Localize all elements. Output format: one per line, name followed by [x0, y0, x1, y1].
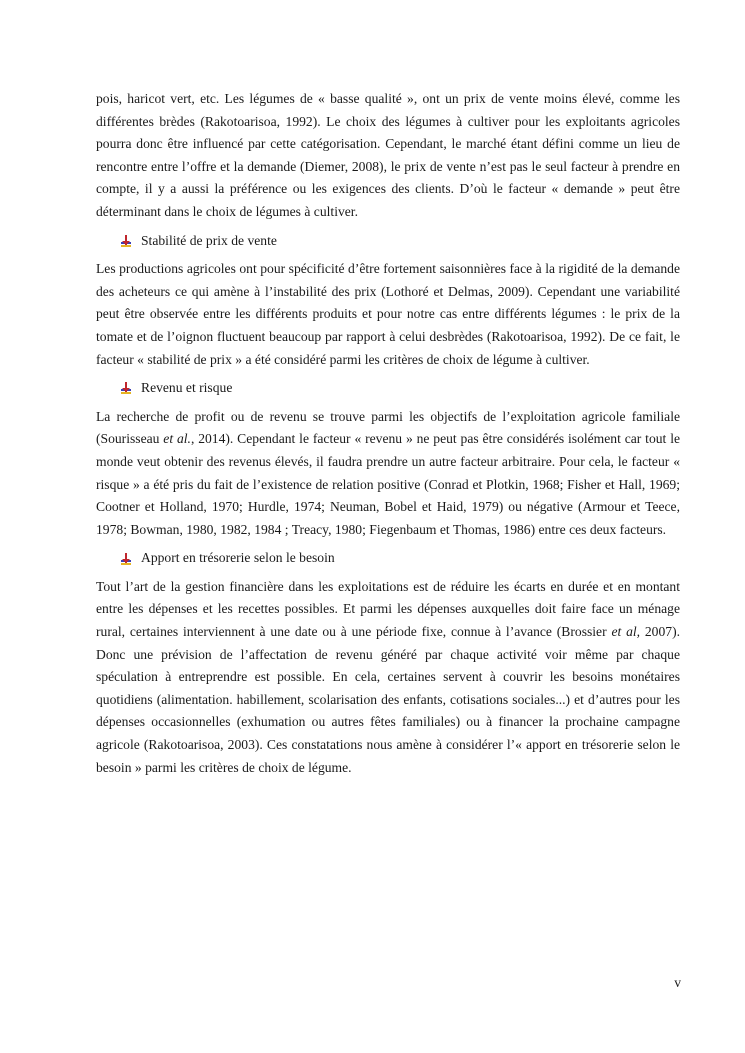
text-run: La recherche de profit ou de revenu se trouve parmi les objectifs de l’exploitation agricole familiale (Sourisseau: [96, 408, 680, 447]
text-run: Les productions agricoles ont pour spécificité d’être fortement saisonnières face à la rigidité de la demande des acheteurs ce qui amène à l’instabilité des prix (Lothoré et Delmas, 2009). Cependant une variabilité peut être observée entre les différents produits et pour notre cas entre différents légumes : le prix de la tomate et de l’oignon fluctuent beaucoup par rapport à celui desbrèdes (Rakotoarisoa, 1992). De ce fait, le facteur « stabilité de prix » a été considéré parmi les critères de choix de légume à cultiver.: [96, 261, 680, 367]
bullet-heading: [119, 230, 680, 253]
arrow-bullet-icon: [119, 234, 133, 248]
italic-text-run: et al,: [611, 624, 641, 640]
document-body: [96, 88, 680, 785]
page-number: v: [674, 975, 681, 990]
text-run: Tout l’art de la gestion financière dans les exploitations est de réduire les écarts en durée et en montant entre les dépenses et les recettes possibles. Et parmi les dépenses auxquelles doit faire face un ménage rural, certaines interviennent à une date ou à une période fixe, connue à l’avance (Brossier: [96, 578, 680, 640]
italic-text-run: et al.: [163, 431, 191, 447]
bullet-heading: [119, 547, 680, 570]
arrow-bullet-icon: [119, 552, 133, 566]
bullet-heading-text: Revenu et risque: [141, 380, 233, 396]
bullet-heading-text: Stabilité de prix de vente: [141, 232, 277, 248]
body-paragraph: [96, 406, 680, 542]
arrow-bullet-icon: [119, 381, 133, 395]
bullet-heading-text: Apport en trésorerie selon le besoin: [141, 550, 335, 566]
bullet-heading: [119, 377, 680, 400]
text-run: , 2014). Cependant le facteur « revenu » ne peut pas être considérés isolément car tout le monde veut obtenir des revenus élevés, il faudra prendre un autre facteur arbitraire. Pour cela, le facteur « risque » a été pris du fait de l’existence de relation positive (Conrad et Plotkin, 1968; Fisher et Hall, 1969; Cootner et Holland, 1970; Hurdle, 1974; Neuman, Bobel et Haid, 1979) ou négative (Armour et Teece, 1978; Bowman, 1980, 1982, 1984 ; Treacy, 1980; Fiegenbaum et Thomas, 1986) entre ces deux facteurs.: [96, 431, 680, 537]
body-paragraph: [96, 88, 680, 224]
text-run: pois, haricot vert, etc. Les légumes de « basse qualité », ont un prix de vente moins élevé, comme les différentes brèdes (Rakotoarisoa, 1992). Le choix des légumes à cultiver pour les exploitants agricoles pourra donc être influencé par cette catégorisation. Cependant, le marché étant défini comme un lieu de rencontre entre l’offre et la demande (Diemer, 2008), le prix de vente n’est pas le seul facteur à prendre en compte, il y a aussi la préférence ou les exigences des clients. D’où le facteur « demande » peut être déterminant dans le choix de légumes à cultiver.: [96, 91, 680, 219]
text-run: 2007). Donc une prévision de l’affectation de revenu généré par chaque activité voir même par chaque spéculation à entreprendre est possible. En cela, certaines servent à couvrir les besoins monétaires quotidiens (alimentation. habillement, scolarisation des enfants, cotisations sociales...) et d’autres pour les dépenses occasionnelles (exhumation ou autres fêtes familiales) ou à financer la prochaine campagne agricole (Rakotoarisoa, 2003). Ces constatations nous amène à considérer l’« apport en trésorerie selon le besoin » parmi les critères de choix de légume.: [96, 624, 680, 775]
body-paragraph: [96, 258, 680, 371]
body-paragraph: [96, 576, 680, 779]
